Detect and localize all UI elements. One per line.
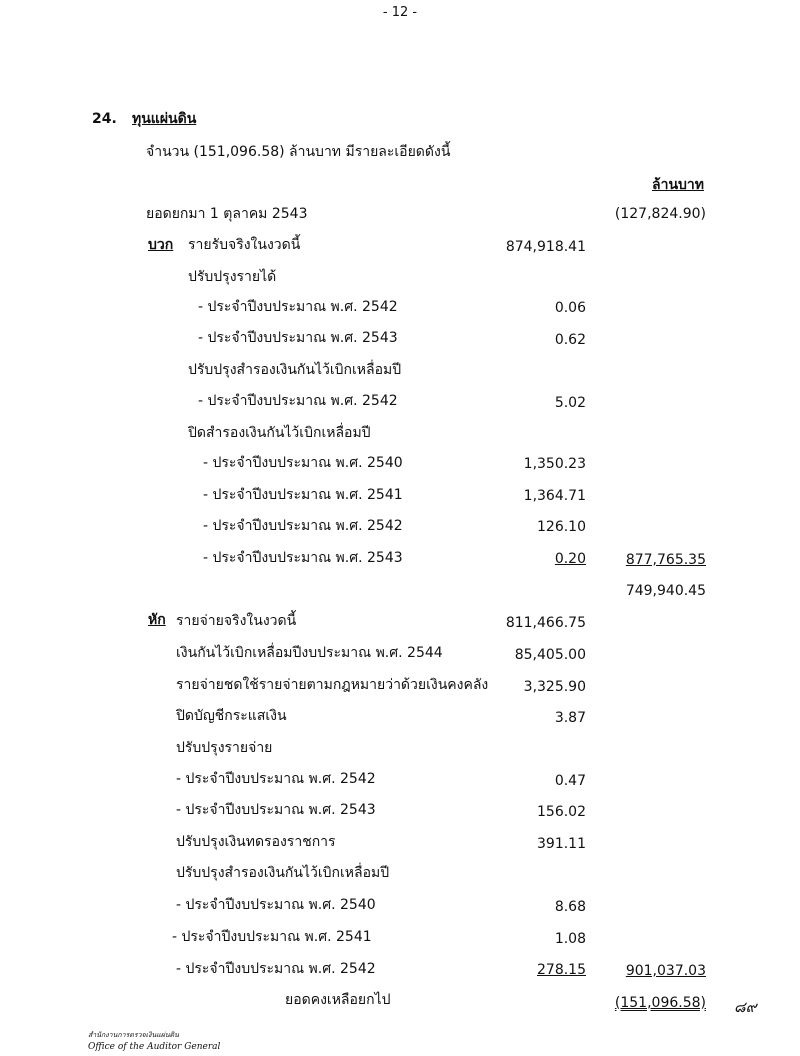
footer-office-english: Office of the Auditor General bbox=[88, 1042, 221, 1052]
less-row-amount: 278.15 bbox=[537, 962, 586, 978]
plus-subtotal: 749,940.45 bbox=[625, 583, 706, 599]
less-row-label: รายจ่ายชดใช้รายจ่ายตามกฎหมายว่าด้วยเงินคงคลัง bbox=[176, 677, 489, 693]
less-row-label: - ประจำปีงบประมาณ พ.ศ. 2542 bbox=[176, 771, 376, 787]
plus-row-amount: 1,350.23 bbox=[523, 456, 586, 472]
plus-main-amount: 874,918.41 bbox=[505, 239, 586, 255]
unit-header: ล้านบาท bbox=[652, 177, 704, 193]
less-tag: หัก bbox=[148, 612, 166, 628]
less-row-amount: 0.47 bbox=[554, 773, 586, 789]
less-group-label: ปรับปรุงสำรองเงินกันไว้เบิกเหลื่อมปี bbox=[176, 865, 390, 881]
plus-row-amount: 0.06 bbox=[554, 300, 586, 316]
less-main-amount: 811,466.75 bbox=[505, 615, 586, 631]
page-number: - 12 - bbox=[382, 5, 418, 20]
plus-group-label: ปรับปรุงรายได้ bbox=[188, 269, 277, 285]
less-row-label: ปรับปรุงเงินทดรองราชการ bbox=[176, 834, 336, 850]
less-main-label: รายจ่ายจริงในงวดนี้ bbox=[176, 613, 297, 629]
plus-row-amount: 1,364.71 bbox=[523, 488, 586, 504]
section-subtitle: จำนวน (151,096.58) ล้านบาท มีรายละเอียดดังนี้ bbox=[146, 144, 451, 160]
less-row-amount: 85,405.00 bbox=[514, 647, 586, 663]
plus-row-label: - ประจำปีงบประมาณ พ.ศ. 2543 bbox=[198, 330, 398, 346]
less-row-amount: 3.87 bbox=[554, 710, 586, 726]
plus-tag: บวก bbox=[148, 237, 174, 253]
plus-row-label: - ประจำปีงบประมาณ พ.ศ. 2542 bbox=[198, 299, 398, 315]
closing-total: (151,096.58) bbox=[614, 995, 706, 1011]
plus-row-label: - ประจำปีงบประมาณ พ.ศ. 2540 bbox=[203, 455, 403, 471]
plus-row-amount: 0.20 bbox=[554, 551, 586, 567]
less-row-amount: 391.11 bbox=[537, 836, 586, 852]
plus-row-amount: 5.02 bbox=[554, 395, 586, 411]
less-row-label: - ประจำปีงบประมาณ พ.ศ. 2542 bbox=[176, 961, 376, 977]
less-row-amount: 1.08 bbox=[554, 931, 586, 947]
opening-label: ยอดยกมา 1 ตุลาคม 2543 bbox=[146, 206, 308, 222]
plus-group-label: ปิดสำรองเงินกันไว้เบิกเหลื่อมปี bbox=[188, 425, 371, 441]
plus-row-label: - ประจำปีงบประมาณ พ.ศ. 2543 bbox=[203, 550, 403, 566]
less-row-amount: 156.02 bbox=[537, 804, 586, 820]
plus-row-label: - ประจำปีงบประมาณ พ.ศ. 2542 bbox=[198, 393, 398, 409]
less-row-label: ปิดบัญชีกระแสเงิน bbox=[176, 708, 287, 724]
less-row-amount: 3,325.90 bbox=[523, 679, 586, 695]
plus-row-amount: 0.62 bbox=[554, 332, 586, 348]
closing-label: ยอดคงเหลือยกไป bbox=[285, 992, 391, 1008]
footer-office-thai: สำนักงานการตรวจเงินแผ่นดิน bbox=[88, 1031, 179, 1039]
less-row-amount: 8.68 bbox=[554, 899, 586, 915]
plus-row-label: - ประจำปีงบประมาณ พ.ศ. 2541 bbox=[203, 487, 403, 503]
less-total: 901,037.03 bbox=[625, 963, 706, 979]
plus-main-label: รายรับจริงในงวดนี้ bbox=[188, 237, 301, 253]
opening-total: (127,824.90) bbox=[614, 206, 706, 222]
less-row-label: - ประจำปีงบประมาณ พ.ศ. 2541 bbox=[172, 929, 372, 945]
plus-row-label: - ประจำปีงบประมาณ พ.ศ. 2542 bbox=[203, 518, 403, 534]
plus-row-amount: 126.10 bbox=[537, 519, 586, 535]
plus-total: 877,765.35 bbox=[625, 552, 706, 568]
less-row-label: เงินกันไว้เบิกเหลื่อมปีงบประมาณ พ.ศ. 2544 bbox=[176, 645, 443, 661]
handwritten-page-mark: ๘๙ bbox=[734, 998, 757, 1016]
less-group-label: ปรับปรุงรายจ่าย bbox=[176, 740, 273, 756]
plus-group-label: ปรับปรุงสำรองเงินกันไว้เบิกเหลื่อมปี bbox=[188, 362, 402, 378]
section-number: 24. bbox=[92, 111, 117, 127]
section-title: ทุนแผ่นดิน bbox=[132, 111, 197, 127]
less-row-label: - ประจำปีงบประมาณ พ.ศ. 2543 bbox=[176, 802, 376, 818]
less-row-label: - ประจำปีงบประมาณ พ.ศ. 2540 bbox=[176, 897, 376, 913]
